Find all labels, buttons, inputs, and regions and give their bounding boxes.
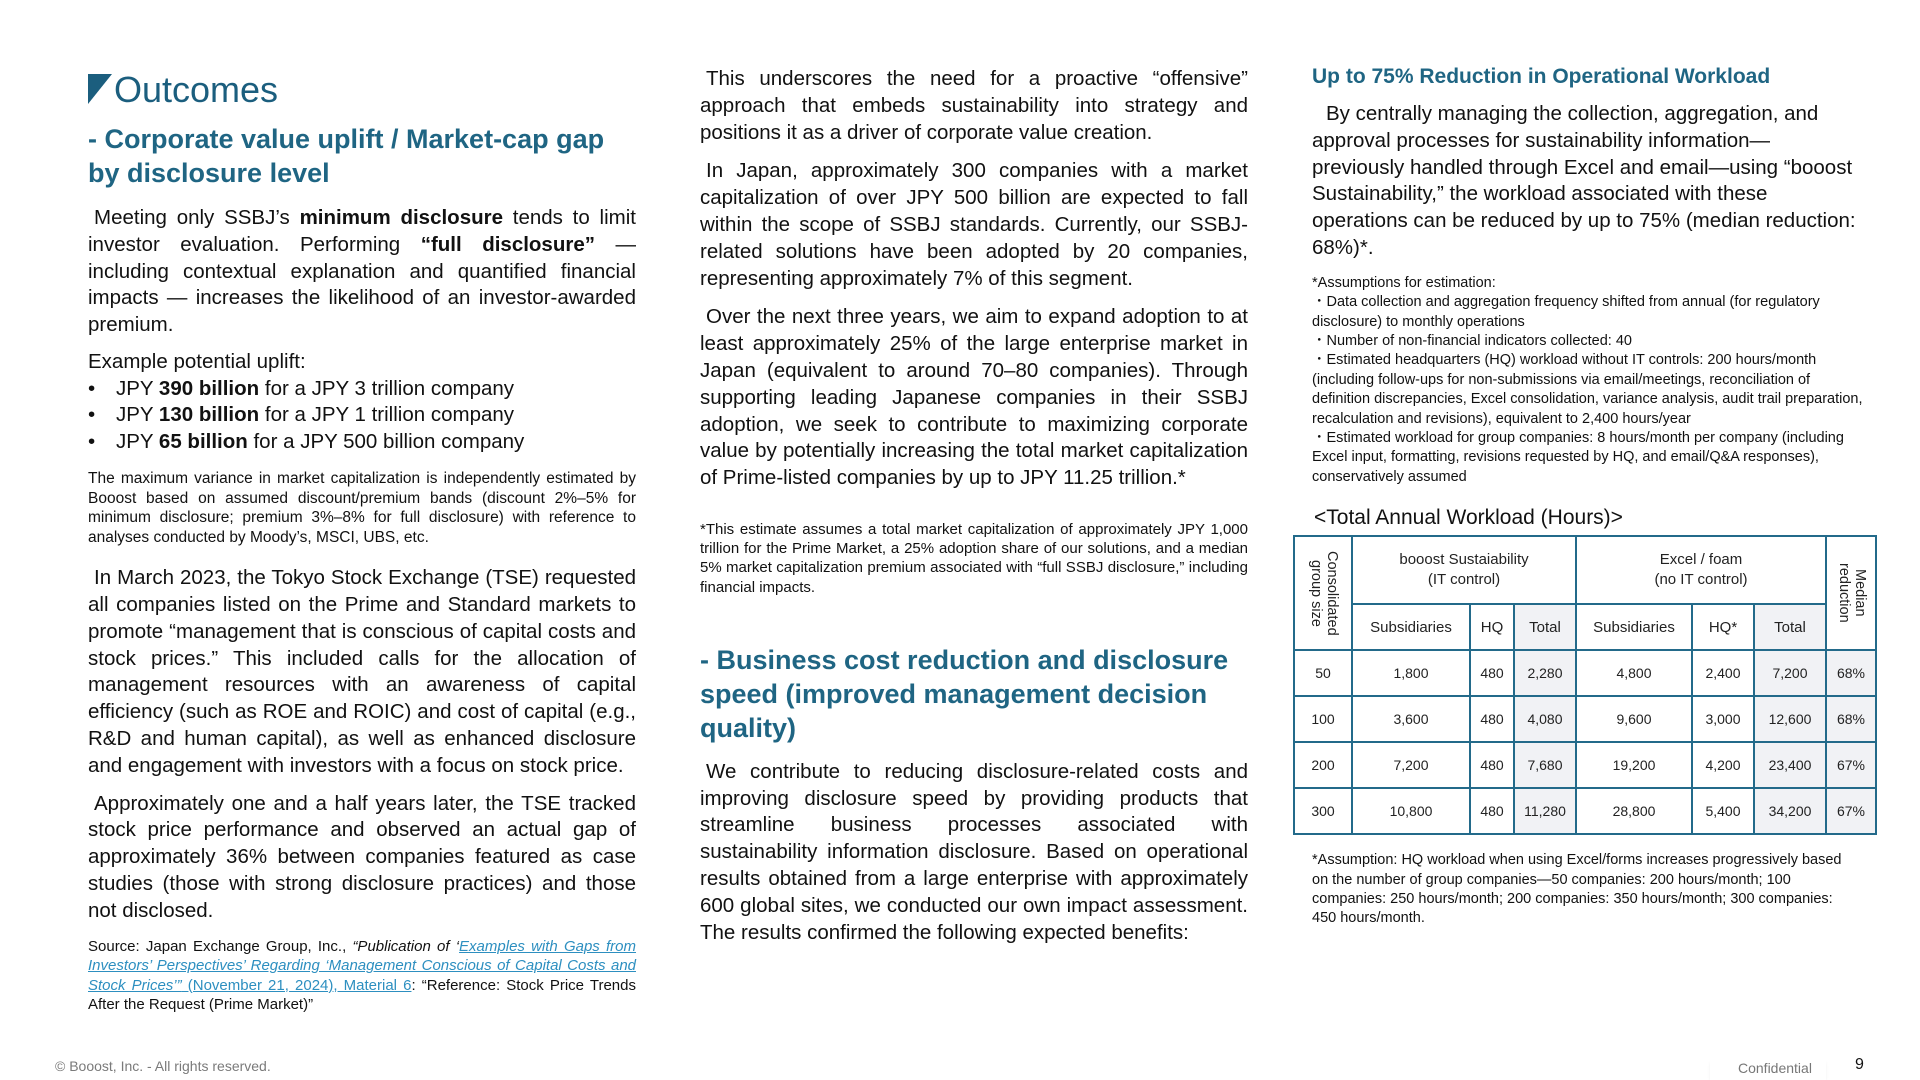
example-list — [88, 376, 636, 456]
cell-booost-hq: 480 — [1470, 650, 1514, 696]
subheader: HQ — [1470, 604, 1514, 650]
cell-median: 68% — [1826, 650, 1876, 696]
cell-booost-sub: 3,600 — [1352, 696, 1470, 742]
cell-median: 67% — [1826, 788, 1876, 834]
section-heading-market-cap: - Corporate value uplift / Market-cap gap by disclosure level — [88, 124, 605, 188]
cell-excel-sub: 28,800 — [1576, 788, 1692, 834]
source-citation — [88, 937, 636, 1015]
cell-booost-total: 4,080 — [1514, 696, 1576, 742]
cell-median: 67% — [1826, 742, 1876, 788]
subheader: Subsidiaries — [1352, 604, 1470, 650]
cell-excel-hq: 4,200 — [1692, 742, 1754, 788]
copyright-text: © Booost, Inc. - All rights reserved. — [55, 1058, 271, 1074]
source-italic: “Publication of ‘ — [352, 937, 460, 955]
assumptions-block — [1312, 274, 1872, 487]
cell-excel-total: 7,200 — [1754, 650, 1826, 696]
variance-note: The maximum variance in market capitalization is independently estimated by Booost based on assumed discount/premium bands (discount 2%–5% for minimum disclosure; premium 3%–8% for full disclosure) with reference to analyses conducted by Moody’s, MSCI, UBS, etc. — [88, 470, 636, 546]
intro-bold-minimum: minimum disclosure — [299, 206, 503, 229]
cell-booost-hq: 480 — [1470, 696, 1514, 742]
offensive-paragraph: This underscores the need for a proactive “offensive” approach that embeds sustainability into strategy and positions it as a driver of corporate value creation. — [700, 67, 1248, 144]
cell-booost-hq: 480 — [1470, 742, 1514, 788]
example-post: for a JPY 3 trillion company — [259, 376, 515, 400]
cell-booost-sub: 10,800 — [1352, 788, 1470, 834]
contribute-paragraph: We contribute to reducing disclosure-related costs and improving disclosure speed by providing products that streamline business processes associated with sustainability information disclosure. Based on operational results obtained from a large enterprise with approximately 600 global sites, we conducted our own impact assessment. The results confirmed the following expected benefits: — [700, 759, 1248, 944]
intro-bold-full: “full disclosure” — [420, 232, 595, 256]
cell-size: 100 — [1294, 696, 1352, 742]
assumption-item: ・Number of non-financial indicators collected: 40 — [1312, 333, 1632, 349]
japan-paragraph: In Japan, approximately 300 companies with a market capitalization of over JPY 500 billion are expected to fall within the scope of SSBJ standards. Currently, our SSBJ-related solutions have been adopted by 20 companies, representing approximately 7% of this segment. — [700, 159, 1248, 290]
next-years-paragraph: Over the next three years, we aim to expand adoption to at least approximately 25% of the large enterprise market in Japan (equivalent to around 70–80 companies). Through supporting leading Japanese companies in their SSBJ adoption, we seek to contribute to maximizing corporate value by potentially increasing the total market capitalization of Prime-listed companies by up to JPY 11.25 trillion.* — [700, 305, 1248, 490]
intro-paragraph — [88, 205, 636, 339]
subheader: HQ* — [1692, 604, 1754, 650]
header-excel-line1: Excel / foam — [1659, 551, 1743, 569]
cell-size: 200 — [1294, 742, 1352, 788]
cell-excel-sub: 19,200 — [1576, 742, 1692, 788]
cell-size: 300 — [1294, 788, 1352, 834]
cell-booost-sub: 7,200 — [1352, 742, 1470, 788]
central-paragraph: By centrally managing the collection, aggregation, and approval processes for sustainability information—previously handled through Excel and email—using “booost Sustainability,” the workload associated with these operations can be reduced by up to 75% (median reduction: 68%)*. — [1312, 102, 1856, 259]
intro-text-1: Meeting only SSBJ’s — [94, 206, 300, 229]
cell-excel-sub: 4,800 — [1576, 650, 1692, 696]
example-post: for a JPY 500 billion company — [247, 429, 525, 453]
cell-size: 50 — [1294, 650, 1352, 696]
assumptions-title: *Assumptions for estimation: — [1312, 274, 1496, 291]
subheader: Total — [1754, 604, 1826, 650]
example-bold: 65 billion — [158, 429, 248, 453]
header-excel — [1576, 536, 1826, 604]
middle-column — [700, 66, 1248, 946]
page-title-block — [88, 66, 636, 110]
example-bold: 130 billion — [158, 403, 260, 427]
cell-booost-sub: 1,800 — [1352, 650, 1470, 696]
cell-booost-total: 7,680 — [1514, 742, 1576, 788]
header-median-label: Median reduction — [1836, 563, 1868, 624]
table-row — [1294, 788, 1876, 834]
page-title: Outcomes — [114, 69, 279, 110]
assumption-item: ・Estimated workload for group companies: 8 hours/month per company (including Excel input, formatting, revisions requested by HQ, and email/Q&A responses), conservatively assumed — [1312, 430, 1844, 485]
header-booost-line1: booost Sustaiability — [1399, 551, 1529, 569]
table-row — [1294, 742, 1876, 788]
cell-median: 68% — [1826, 696, 1876, 742]
subheader: Total — [1514, 604, 1576, 650]
right-column — [1308, 64, 1882, 929]
example-pre: JPY — [116, 376, 159, 400]
table-row — [1294, 650, 1876, 696]
cell-excel-sub: 9,600 — [1576, 696, 1692, 742]
cell-excel-total: 12,600 — [1754, 696, 1826, 742]
example-bold: 390 billion — [158, 376, 260, 400]
estimate-footnote: *This estimate assumes a total market capitalization of approximately JPY 1,000 trillion for the Prime Market, a 25% adoption share of our solutions, and a median 5% market capitalization premium associated with “full SSBJ disclosure,” including financial impacts. — [700, 520, 1248, 596]
source-link[interactable]: Examples with Gaps from Investors’ Perspectives’ Regarding ‘Management Conscious of Capital Costs and Stock Prices’” — [88, 937, 637, 994]
table-title: <Total Annual Workload (Hours)> — [1314, 506, 1623, 530]
assumption-item: ・Data collection and aggregation frequency shifted from annual (for regulatory disclosure) to monthly operations — [1312, 294, 1820, 330]
workload-table — [1293, 535, 1877, 835]
cell-excel-total: 23,400 — [1754, 742, 1826, 788]
header-median — [1826, 536, 1876, 650]
example-pre: JPY — [116, 403, 159, 427]
subheader: Subsidiaries — [1576, 604, 1692, 650]
page-number: 9 — [1855, 1056, 1864, 1073]
intro-text-3: — including contextual explanation and quantified financial impacts — increases the likelihood of an investor-awarded premium. — [88, 232, 637, 337]
cell-booost-total: 2,280 — [1514, 650, 1576, 696]
title-corner-icon — [88, 74, 112, 104]
section-heading-cost-reduction: - Business cost reduction and disclosure speed (improved management decision quality) — [700, 644, 1229, 743]
cell-excel-hq: 2,400 — [1692, 650, 1754, 696]
example-item — [88, 376, 636, 403]
source-link-date[interactable]: (November 21, 2024), Material 6 — [181, 976, 412, 994]
table-row — [1294, 696, 1876, 742]
header-booost-line2: (IT control) — [1427, 571, 1501, 589]
table-footnote: *Assumption: HQ workload when using Excel/forms increases progressively based on the number of group companies—50 companies: 200 hours/month; 100 companies: 250 hours/month; 200 companies: 350 hours/month; 300 companies: 450 hours/month. — [1312, 852, 1842, 927]
cell-excel-hq: 5,400 — [1692, 788, 1754, 834]
header-excel-line2: (no IT control) — [1654, 571, 1748, 589]
header-group-size-label: Consolidated group size — [1308, 550, 1340, 636]
tse-paragraph: In March 2023, the Tokyo Stock Exchange (TSE) requested all companies listed on the Prime and Standard markets to promote “management that is conscious of capital costs and stock prices.” This included calls for the allocation of management resources with an awareness of capital efficiency (such as ROE and ROIC) and cost of capital (e.g., R&D and human capital), as well as enhanced disclosure and engagement with investors with a focus on stock price. — [88, 566, 636, 777]
header-booost — [1352, 536, 1576, 604]
assumption-item: ・Estimated headquarters (HQ) workload without IT controls: 200 hours/month (including follow-ups for non-submissions via email/meetings, reconciliation of definition discrepancies, Excel consolidation, variance analysis, audit trail preparation, recalculation and revisions), equivalent to 2,400 hours/year — [1312, 352, 1863, 427]
cell-excel-total: 34,200 — [1754, 788, 1826, 834]
source-prefix: Source: Japan Exchange Group, Inc., — [88, 937, 353, 955]
example-item — [88, 429, 636, 456]
example-post: for a JPY 1 trillion company — [259, 403, 515, 427]
example-item — [88, 402, 636, 429]
cell-booost-total: 11,280 — [1514, 788, 1576, 834]
intro-text-2: tends to limit investor evaluation. Performing — [88, 206, 636, 256]
workload-heading: Up to 75% Reduction in Operational Workload — [1312, 65, 1771, 88]
source-suffix: : “Reference: Stock Price Trends After the Request (Prime Market)” — [88, 976, 636, 1014]
example-label: Example potential uplift: — [88, 349, 306, 373]
header-group-size — [1294, 536, 1352, 650]
cell-booost-hq: 480 — [1470, 788, 1514, 834]
example-pre: JPY — [116, 429, 159, 453]
left-column — [88, 66, 636, 1015]
gap-paragraph: Approximately one and a half years later, the TSE tracked stock price performance and observed an actual gap of approximately 36% between companies featured as case studies (those with strong disclosure practices) and those not disclosed. — [88, 791, 636, 922]
confidential-label: Confidential — [1710, 1058, 1826, 1080]
cell-excel-hq: 3,000 — [1692, 696, 1754, 742]
